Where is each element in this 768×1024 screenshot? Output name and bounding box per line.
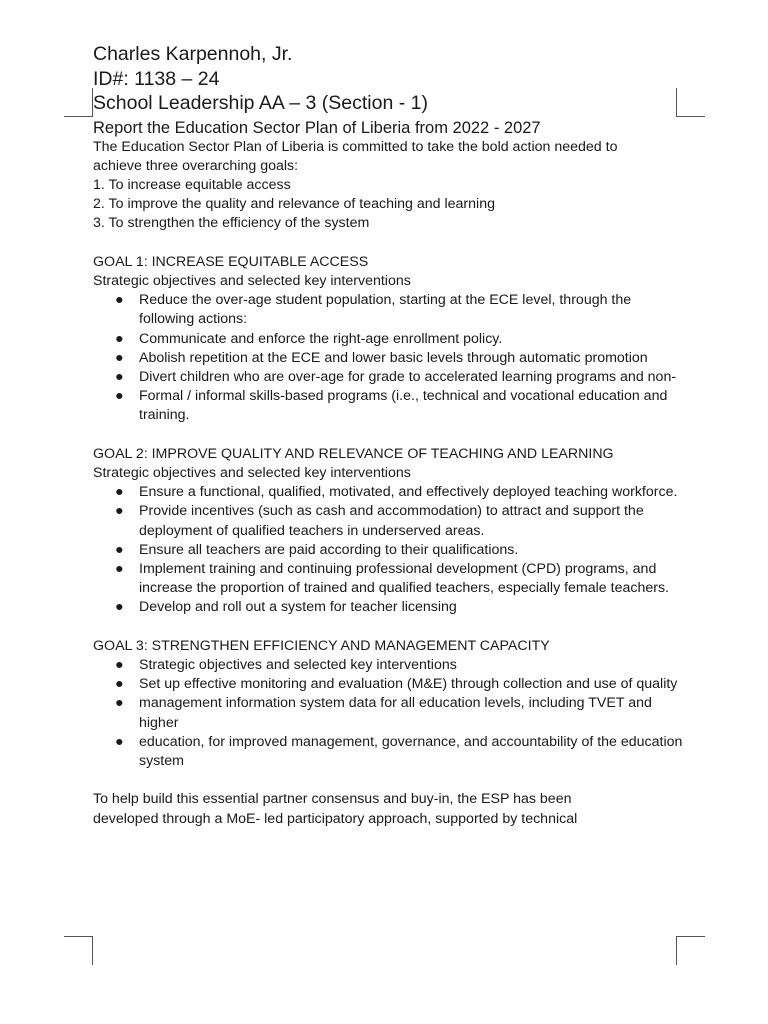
bullet-text: Implement training and continuing professional development (CPD) programs, and increase the proportion of trained and qualified teachers, especially female teachers. bbox=[139, 560, 669, 597]
document-page bbox=[93, 42, 683, 829]
bullet-item bbox=[93, 675, 683, 694]
goal2-section bbox=[93, 445, 683, 618]
crop-mark-bottom-right bbox=[676, 936, 705, 965]
closing-line-1: To help build this essential partner consensus and buy-in, the ESP has been bbox=[93, 791, 572, 808]
goal1-subheading: Strategic objectives and selected key interventions bbox=[93, 272, 411, 289]
intro-line-1: The Education Sector Plan of Liberia is committed to take the bold action needed to bbox=[93, 138, 618, 155]
goal2-heading: GOAL 2: IMPROVE QUALITY AND RELEVANCE OF TEACHING AND LEARNING bbox=[93, 445, 614, 462]
bullet-text: Abolish repetition at the ECE and lower basic levels through automatic promotion bbox=[139, 349, 648, 366]
goal3-heading: GOAL 3: STRENGTHEN EFFICIENCY AND MANAGEMENT CAPACITY bbox=[93, 637, 550, 654]
bullet-text: Formal / informal skills-based programs (i.e., technical and vocational education and training. bbox=[139, 388, 668, 424]
bullet-text: Provide incentives (such as cash and accommodation) to attract and support the deployment of qualified teachers in underserved areas. bbox=[139, 503, 644, 539]
bullet-item bbox=[93, 387, 683, 425]
bullet-text: education, for improved management, governance, and accountability of the education system bbox=[139, 733, 683, 769]
goal1-bullet-list bbox=[93, 291, 683, 425]
bullet-item bbox=[93, 349, 683, 368]
goal-list-item: 1. To increase equitable access bbox=[93, 176, 291, 193]
bullet-icon: ● bbox=[115, 503, 124, 520]
intro-line-2: achieve three overarching goals: bbox=[93, 157, 299, 174]
bullet-text: Reduce the over-age student population, starting at the ECE level, through the following actions: bbox=[139, 292, 632, 328]
bullet-icon: ● bbox=[115, 541, 124, 558]
bullet-text: Communicate and enforce the right-age enrollment policy. bbox=[139, 330, 503, 347]
bullet-icon: ● bbox=[115, 292, 124, 309]
bullet-text: Divert children who are over-age for grade to accelerated learning programs and non- bbox=[139, 368, 677, 385]
bullet-icon: ● bbox=[115, 368, 124, 385]
bullet-icon: ● bbox=[115, 388, 124, 405]
bullet-item bbox=[93, 330, 683, 349]
bullet-item bbox=[93, 483, 683, 502]
bullet-text: Set up effective monitoring and evaluation (M&E) through collection and use of quality bbox=[139, 676, 678, 693]
goal-list-item: 2. To improve the quality and relevance of teaching and learning bbox=[93, 196, 495, 213]
bullet-icon: ● bbox=[115, 733, 124, 750]
bullet-item bbox=[93, 733, 683, 771]
bullet-item bbox=[93, 656, 683, 675]
bullet-icon: ● bbox=[115, 676, 124, 693]
course-title: School Leadership AA – 3 (Section - 1) bbox=[93, 92, 428, 114]
bullet-icon: ● bbox=[115, 349, 124, 366]
goal1-heading: GOAL 1: INCREASE EQUITABLE ACCESS bbox=[93, 253, 369, 270]
bullet-item bbox=[93, 541, 683, 560]
bullet-icon: ● bbox=[115, 656, 124, 673]
bullet-text: Strategic objectives and selected key interventions bbox=[139, 656, 457, 673]
intro-section bbox=[93, 138, 683, 234]
bullet-item bbox=[93, 368, 683, 387]
bullet-item bbox=[93, 560, 683, 598]
goal2-subheading: Strategic objectives and selected key interventions bbox=[93, 464, 411, 481]
goal1-section bbox=[93, 253, 683, 426]
goal2-bullet-list bbox=[93, 483, 683, 617]
bullet-icon: ● bbox=[115, 560, 124, 577]
bullet-icon: ● bbox=[115, 599, 124, 616]
crop-mark-bottom-left bbox=[64, 936, 93, 965]
closing-section bbox=[93, 790, 683, 828]
bullet-item bbox=[93, 502, 683, 540]
student-id: ID#: 1138 – 24 bbox=[93, 67, 220, 90]
bullet-text: Ensure a functional, qualified, motivated, and effectively deployed teaching workforce. bbox=[139, 484, 678, 501]
goal3-bullet-list bbox=[93, 656, 683, 771]
goal3-section bbox=[93, 637, 683, 771]
author-name: Charles Karpennoh, Jr. bbox=[93, 43, 293, 65]
bullet-item bbox=[93, 598, 683, 617]
bullet-text: Ensure all teachers are paid according to their qualifications. bbox=[139, 541, 519, 558]
closing-line-2: developed through a MoE- led participatory approach, supported by technical bbox=[93, 810, 578, 827]
report-title: Report the Education Sector Plan of Liberia from 2022 - 2027 bbox=[93, 118, 541, 137]
bullet-item bbox=[93, 694, 683, 732]
crop-mark-top-left bbox=[64, 88, 93, 117]
bullet-text: management information system data for all education levels, including TVET and higher bbox=[139, 695, 652, 731]
goal-list-item: 3. To strengthen the efficiency of the system bbox=[93, 215, 370, 232]
bullet-icon: ● bbox=[115, 484, 124, 501]
header-block bbox=[93, 42, 683, 116]
bullet-icon: ● bbox=[115, 330, 124, 347]
bullet-item bbox=[93, 291, 683, 329]
bullet-text: Develop and roll out a system for teacher licensing bbox=[139, 599, 457, 616]
bullet-icon: ● bbox=[115, 695, 124, 712]
